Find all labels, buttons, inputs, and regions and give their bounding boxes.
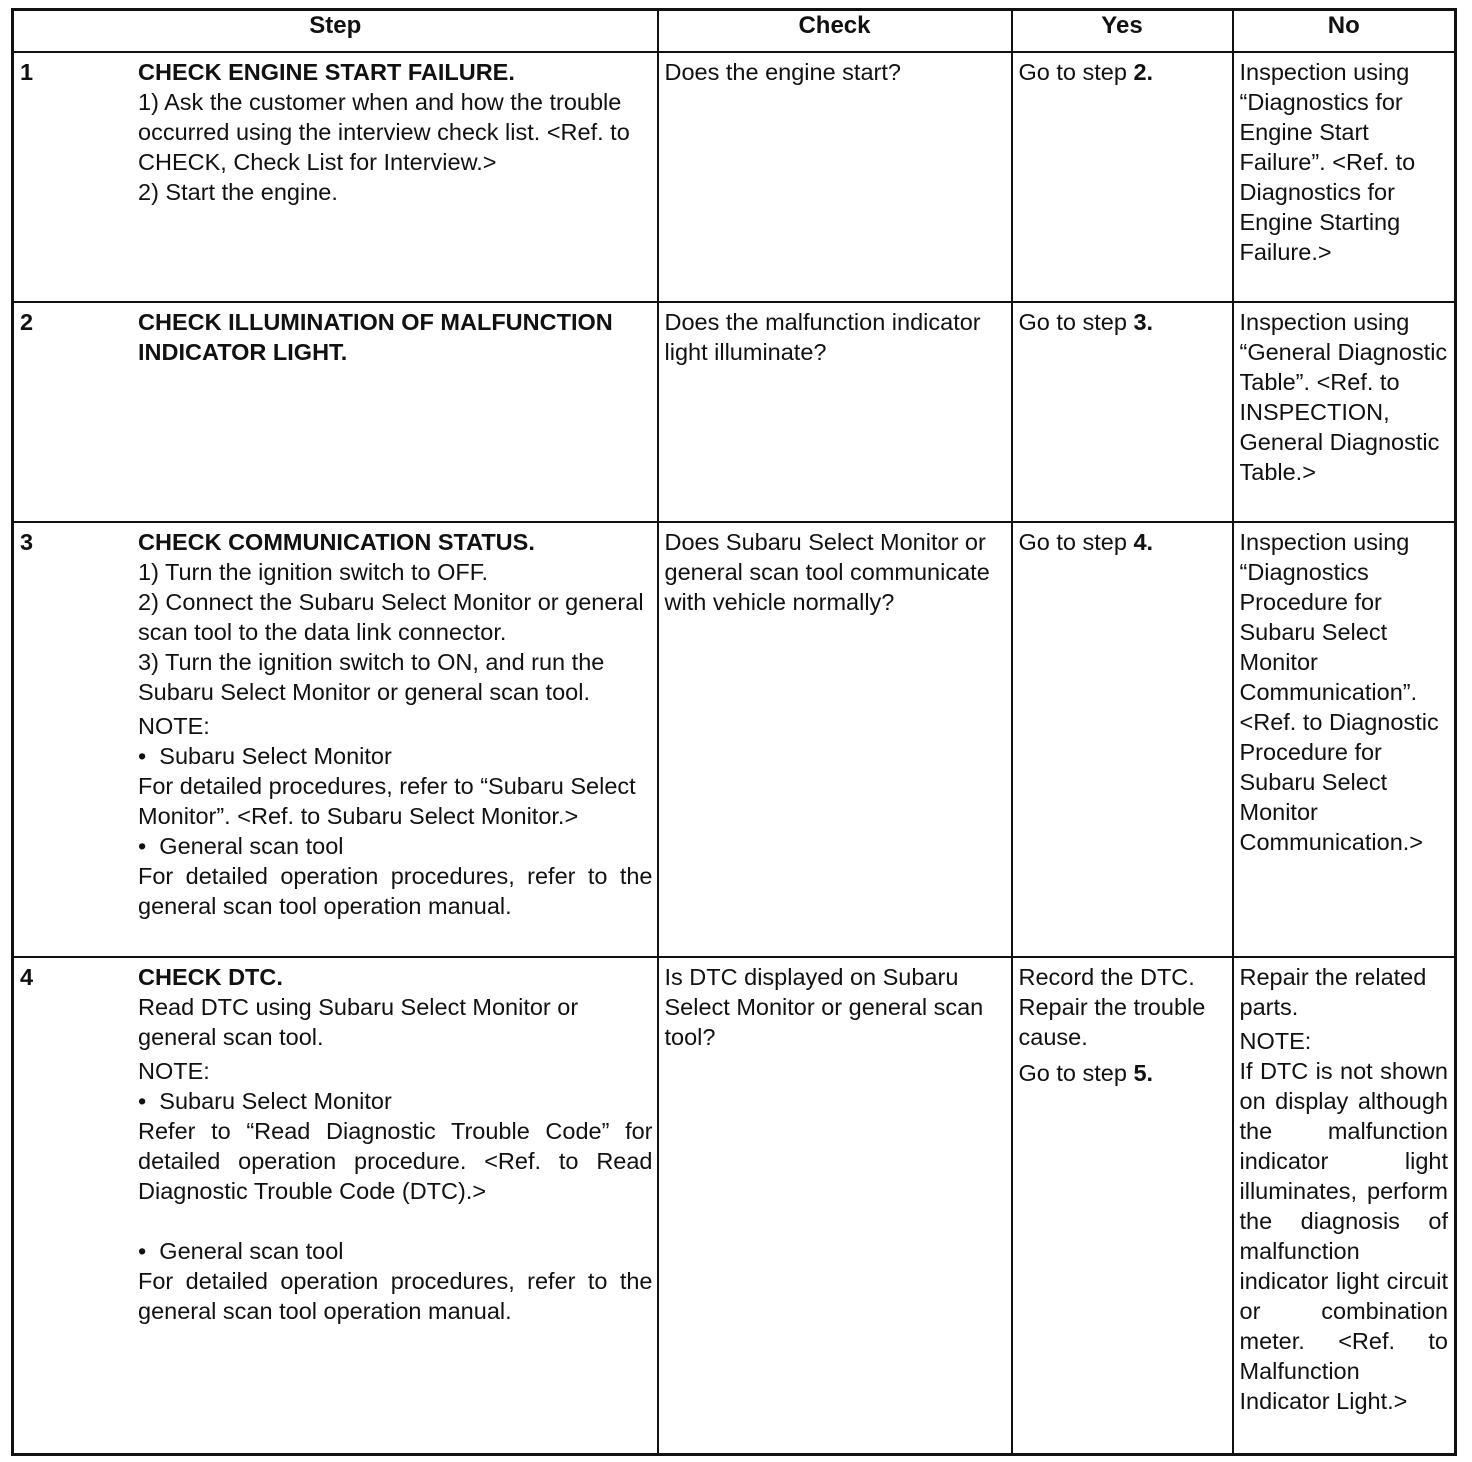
check-text: Is DTC displayed on Subaru Select Monitor or general scan tool?: [664, 964, 984, 1050]
step-instruction: Read DTC using Subaru Select Monitor or general scan tool.: [138, 994, 579, 1050]
note-bullet: • Subaru Select Monitor: [138, 1086, 653, 1116]
note-bullet: • General scan tool: [138, 1236, 653, 1266]
note-bullet: • Subaru Select Monitor: [138, 741, 653, 771]
table-row: [13, 302, 1456, 522]
check-text: Does the engine start?: [664, 59, 901, 85]
no-text: Inspection using “General Diagnostic Table”. <Ref. to INSPECTION, General Diagnostic Table.>: [1239, 309, 1448, 485]
check-cell: [658, 957, 1012, 1454]
table-row: [13, 522, 1456, 957]
no-cell: [1233, 52, 1456, 302]
step-instruction: 2) Connect the Subaru Select Monitor or general scan tool to the data link connector.: [138, 589, 644, 645]
step-instruction: 1) Ask the customer when and how the trouble occurred using the interview check list. <Ref. to CHECK, Check List for Interview.>: [138, 89, 630, 175]
step-title: CHECK ILLUMINATION OF MALFUNCTION INDICATOR LIGHT.: [138, 309, 613, 365]
check-cell: [658, 52, 1012, 302]
step-cell: [13, 52, 658, 302]
step-instruction: 3) Turn the ignition switch to ON, and run the Subaru Select Monitor or general scan tool.: [138, 649, 605, 705]
step-number: 1: [20, 59, 34, 85]
table-row: [13, 957, 1456, 1454]
step-number: 2: [20, 309, 34, 335]
header-step: Step: [13, 10, 658, 53]
no-cell: [1233, 522, 1456, 957]
no-cell: [1233, 957, 1456, 1454]
header-row: [13, 10, 1456, 53]
yes-cell: [1012, 957, 1233, 1454]
no-text: Inspection using “Diagnostics for Engine Start Failure”. <Ref. to Diagnostics for Engine Starting Failure.>: [1239, 59, 1416, 265]
diagnostic-table: [11, 8, 1457, 1456]
step-title: CHECK ENGINE START FAILURE.: [138, 59, 515, 85]
note-bullet: • General scan tool: [138, 831, 653, 861]
note-label: NOTE:: [138, 1058, 210, 1084]
note-text: If DTC is not shown on display although the malfunction indicator light illuminates, perform the diagnosis of malfunction indicator light circuit or combination meter. <Ref. to Malfunction Indicator Light.>: [1239, 1058, 1448, 1414]
note-label: NOTE:: [138, 713, 210, 739]
yes-prefix: Go to step: [1018, 529, 1134, 555]
yes-cell: [1012, 52, 1233, 302]
step-number: 4: [20, 964, 34, 990]
check-cell: [658, 522, 1012, 957]
yes-prefix: Go to step: [1018, 309, 1134, 335]
yes-step-ref: 3.: [1133, 309, 1154, 335]
table-row: [13, 52, 1456, 302]
step-instruction: 2) Start the engine.: [138, 179, 338, 205]
yes-prefix: Go to step: [1018, 59, 1134, 85]
step-cell: [13, 957, 658, 1454]
yes-cell: [1012, 302, 1233, 522]
header-check: Check: [658, 10, 1012, 53]
yes-step-ref: 5.: [1133, 1060, 1154, 1086]
check-text: Does the malfunction indicator light illuminate?: [664, 309, 981, 365]
no-cell: [1233, 302, 1456, 522]
step-cell: [13, 522, 658, 957]
yes-text: Record the DTC. Repair the trouble cause.: [1018, 964, 1206, 1050]
yes-step-ref: 2.: [1133, 59, 1154, 85]
note-text: For detailed operation procedures, refer to the general scan tool operation manual.: [138, 1268, 653, 1324]
yes-cell: [1012, 522, 1233, 957]
yes-step-ref: 4.: [1133, 529, 1154, 555]
no-text: Repair the related parts.: [1239, 964, 1427, 1020]
note-text: Refer to “Read Diagnostic Trouble Code” for detailed operation procedure. <Ref. to Read Diagnostic Trouble Code (DTC).>: [138, 1118, 653, 1204]
no-text: Inspection using “Diagnostics Procedure for Subaru Select Monitor Communication”. <Ref. to Diagnostic Procedure for Subaru Select Monitor Communication.>: [1239, 529, 1439, 855]
note-text: For detailed operation procedures, refer to the general scan tool operation manual.: [138, 863, 653, 919]
header-yes: Yes: [1012, 10, 1233, 53]
yes-prefix: Go to step: [1018, 1060, 1134, 1086]
check-text: Does Subaru Select Monitor or general scan tool communicate with vehicle normally?: [664, 529, 990, 615]
step-cell: [13, 302, 658, 522]
step-instruction: 1) Turn the ignition switch to OFF.: [138, 559, 489, 585]
check-cell: [658, 302, 1012, 522]
note-label: NOTE:: [1239, 1028, 1312, 1054]
note-text: For detailed procedures, refer to “Subaru Select Monitor”. <Ref. to Subaru Select Monitor.>: [138, 773, 636, 829]
header-no: No: [1233, 10, 1456, 53]
step-title: CHECK COMMUNICATION STATUS.: [138, 529, 535, 555]
step-number: 3: [20, 529, 34, 555]
step-title: CHECK DTC.: [138, 964, 283, 990]
